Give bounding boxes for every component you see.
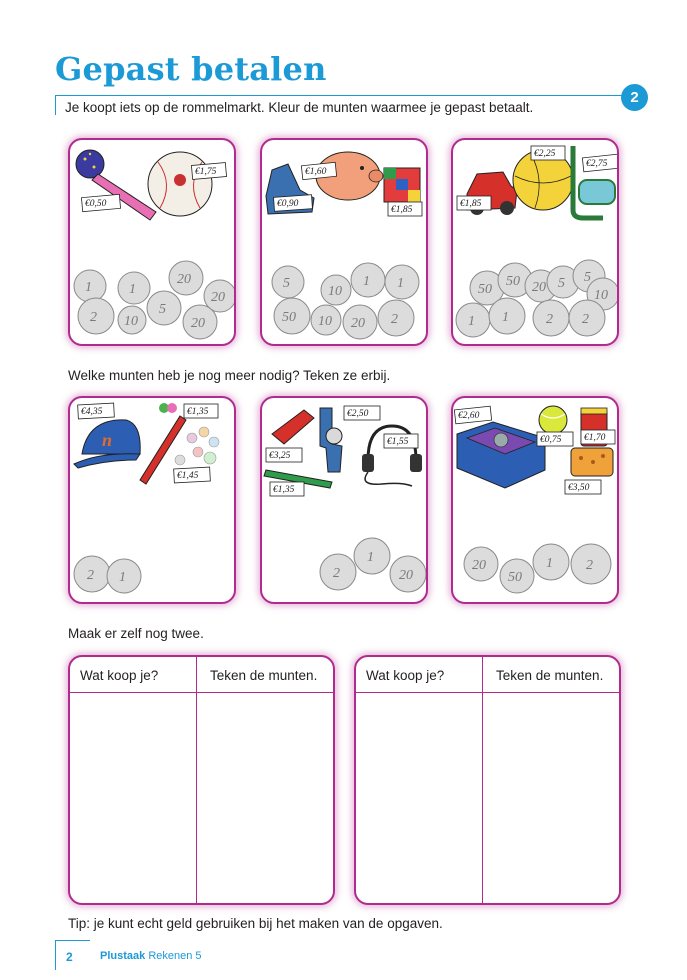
coin [390, 556, 426, 592]
footer-page-number: 2 [66, 950, 73, 964]
price-label: €3,50 [568, 483, 590, 493]
price-label: €2,50 [347, 409, 369, 419]
coins [456, 260, 619, 337]
price-tag [270, 482, 304, 496]
column-header-item: Wat koop je? [80, 668, 159, 683]
price-tag [191, 163, 226, 180]
coin-value: 1 [468, 314, 475, 329]
coins [320, 538, 426, 592]
price-label: €1,60 [305, 167, 327, 177]
watch-icon [320, 408, 342, 472]
coin [571, 544, 611, 584]
price-tag [81, 194, 120, 211]
table-divider [196, 657, 197, 903]
column-header-item: Wat koop je? [366, 668, 445, 683]
page-title: Gepast betalen [55, 50, 327, 88]
coin-value: 2 [586, 558, 593, 573]
svg-text:n: n [102, 430, 113, 450]
answer-table-1[interactable] [68, 655, 335, 905]
marbles-icon [175, 427, 219, 465]
footer-brand [100, 950, 202, 962]
coins [272, 263, 419, 339]
card-2[interactable] [260, 138, 428, 346]
coin [456, 303, 490, 337]
price-tag [454, 406, 491, 424]
price-tag [581, 430, 615, 444]
coin-value: 20 [351, 316, 365, 331]
coin-value: 2 [582, 312, 589, 327]
coin-value: 10 [318, 314, 332, 329]
coin [118, 306, 146, 334]
coin-value: 5 [159, 302, 166, 317]
coin-value: 1 [119, 570, 126, 585]
coin-value: 50 [282, 310, 296, 325]
cap-icon [74, 420, 140, 468]
coin-value: 20 [177, 272, 191, 287]
column-header-coins: Teken de munten. [210, 668, 318, 683]
coin [385, 265, 419, 299]
price-label: €2,75 [586, 159, 608, 169]
price-tag [344, 406, 380, 420]
coin [378, 300, 414, 336]
coin [569, 300, 605, 336]
coin [533, 544, 569, 580]
coin [311, 305, 341, 335]
price-label: €3,25 [269, 451, 291, 461]
coin-value: 10 [594, 288, 608, 303]
table-divider [482, 657, 483, 903]
coin-value: 5 [558, 276, 565, 291]
price-tag [457, 196, 491, 210]
coin-value: 50 [506, 274, 520, 289]
coin-value: 2 [87, 568, 94, 583]
tip-text: Tip: je kunt echt geld gebruiken bij het maken van de opgaven. [68, 916, 443, 931]
price-label: €0,90 [277, 199, 299, 209]
coin [147, 291, 181, 325]
coin-value: 2 [546, 312, 553, 327]
price-tag [582, 154, 619, 172]
card-3[interactable] [451, 138, 619, 346]
coin-value: 20 [532, 280, 546, 295]
coin [354, 538, 390, 574]
coin-value: 1 [85, 280, 92, 295]
brand-name: Plustaak [100, 950, 146, 962]
price-label: €1,85 [460, 199, 482, 209]
price-tag [184, 404, 218, 418]
coin [320, 554, 356, 590]
card-6[interactable] [451, 396, 619, 604]
title-rule [55, 95, 625, 96]
price-label: €1,35 [273, 485, 295, 495]
coin-value: 20 [211, 290, 225, 305]
coin [107, 559, 141, 593]
price-label: €4,35 [81, 407, 103, 417]
rubiks-cube-icon [384, 168, 420, 202]
coin [464, 547, 498, 581]
puzzle-box-icon [457, 422, 545, 488]
coin [78, 298, 114, 334]
coin [321, 275, 351, 305]
coin [183, 305, 217, 339]
price-label: €2,25 [534, 149, 556, 159]
coin-value: 20 [191, 316, 205, 331]
coin [274, 298, 310, 334]
coin [489, 298, 525, 334]
price-tag [565, 480, 601, 494]
card-5-illustration [262, 398, 428, 604]
coin [533, 300, 569, 336]
price-label: €0,75 [540, 435, 562, 445]
card-3-illustration [453, 140, 619, 346]
price-tag [531, 146, 565, 160]
section2-instruction: Welke munten heb je nog meer nodig? Teken ze erbij. [68, 368, 391, 383]
coin-value: 10 [124, 314, 138, 329]
price-tag [78, 403, 115, 419]
page-badge: 2 [621, 84, 648, 111]
coin [500, 559, 534, 593]
coin-value: 1 [129, 282, 136, 297]
price-tag [301, 162, 336, 179]
title-rule-left [55, 95, 56, 115]
answer-table-2[interactable] [354, 655, 621, 905]
coin-value: 20 [399, 568, 413, 583]
coin-value: 1 [546, 556, 553, 571]
coin-value: 1 [367, 550, 374, 565]
price-tag [384, 434, 418, 448]
coin-value: 50 [508, 570, 522, 585]
price-tag [537, 432, 573, 446]
price-label: €1,70 [584, 433, 606, 443]
coin [74, 270, 106, 302]
pocket-knife-icon [272, 410, 314, 444]
coin [272, 266, 304, 298]
card-6-illustration [453, 398, 619, 604]
card-4-illustration [70, 398, 236, 604]
price-label: €1,35 [187, 407, 209, 417]
price-tag [266, 448, 302, 462]
coin [74, 556, 110, 592]
price-tag [274, 195, 313, 212]
coin-value: 50 [478, 282, 492, 297]
price-tag [388, 202, 422, 216]
card-1[interactable] [68, 138, 236, 346]
coin [351, 263, 385, 297]
card-2-illustration [262, 140, 428, 346]
price-label: €1,85 [391, 205, 413, 215]
coin-value: 1 [502, 310, 509, 325]
price-label: €2,60 [458, 411, 480, 421]
coin-value: 1 [363, 274, 370, 289]
coin-value: 2 [333, 566, 340, 581]
footer-rule [55, 940, 56, 970]
card-1-illustration [70, 140, 236, 346]
price-label: €1,75 [195, 167, 217, 177]
coin-value: 10 [328, 284, 342, 299]
price-label: €1,55 [387, 437, 409, 447]
coin [343, 305, 377, 339]
section3-instruction: Maak er zelf nog twee. [68, 626, 204, 641]
tennis-ball-icon [539, 406, 567, 434]
baseball-icon [148, 152, 212, 216]
card-5[interactable] [260, 396, 428, 604]
card-4[interactable] [68, 396, 236, 604]
coins [74, 556, 141, 593]
coin-value: 5 [584, 270, 591, 285]
coin-value: 2 [391, 312, 398, 327]
column-header-coins: Teken de munten. [496, 668, 604, 683]
intro-instruction: Je koopt iets op de rommelmarkt. Kleur de munten waarmee je gepast betaalt. [65, 100, 534, 115]
coin-value: 5 [283, 276, 290, 291]
coins [464, 544, 611, 593]
footer-rule-top [55, 940, 90, 941]
price-label: €1,45 [177, 471, 199, 481]
coin-value: 1 [397, 276, 404, 291]
coin [118, 272, 150, 304]
coin-value: 20 [472, 558, 486, 573]
price-label: €0,50 [85, 199, 107, 209]
coin-value: 2 [90, 310, 97, 325]
price-tag [174, 467, 211, 483]
brand-subtitle: Rekenen 5 [148, 950, 202, 962]
coins [74, 261, 236, 339]
coin [169, 261, 203, 295]
